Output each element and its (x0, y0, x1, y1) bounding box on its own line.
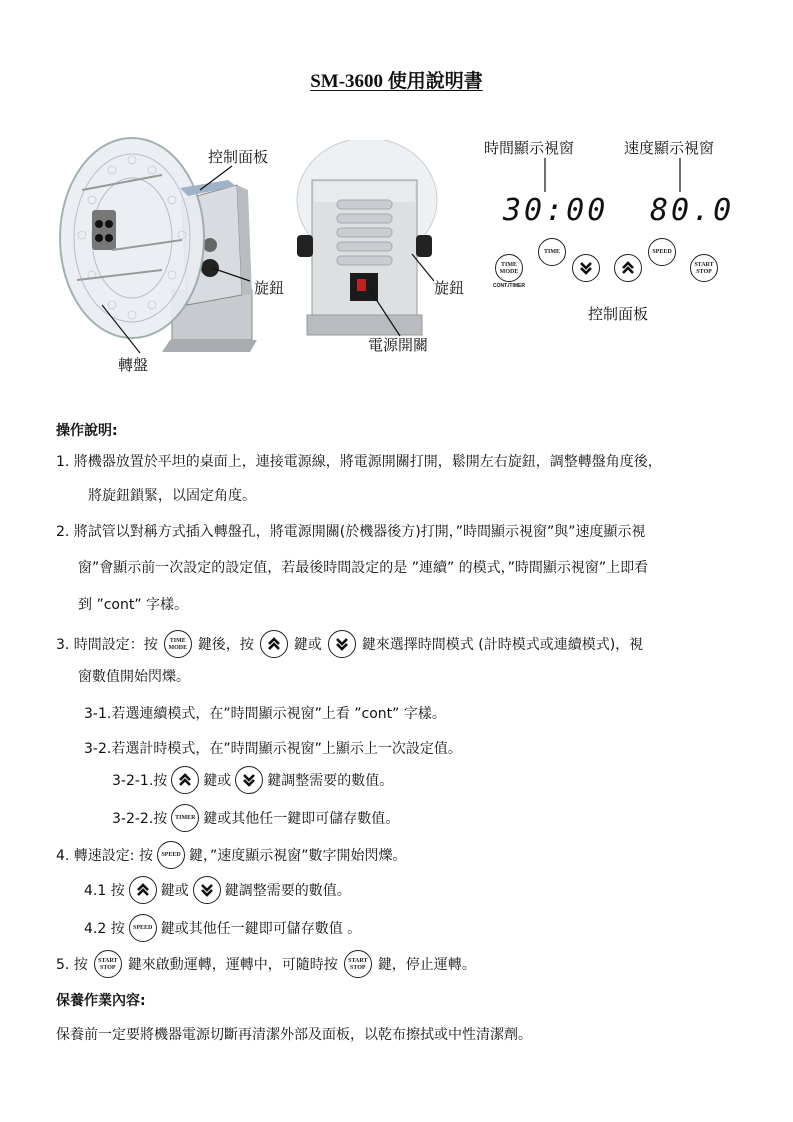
step-2-line-2: 窗”會顯示前一次設定的設定值，若最後時間設定的是 ”連續” 的模式，”時間顯示視窗”上即看 (78, 560, 649, 576)
maintenance-text: 保養前一定要將機器電源切斷再清潔外部及面板，以乾布擦拭或中性清潔劑。 (56, 1027, 532, 1043)
step-3-line-1 (56, 630, 643, 658)
inline-start-label-2: START (348, 958, 368, 964)
operation-heading: 操作說明: (56, 423, 118, 439)
step-3-2-1-prefix: 3-2-1.按 (112, 773, 168, 789)
step-3-2-1-suffix: 鍵調整需要的數值。 (267, 773, 394, 789)
label-turntable: 轉盤 (118, 356, 149, 374)
step-3-mid-2: 鍵或 (293, 637, 322, 653)
double-chevron-down-icon (334, 636, 350, 652)
step-5-suffix: 鍵，停止運轉。 (377, 957, 476, 973)
time-mode-button-label-2: MODE (499, 269, 519, 275)
step-4-line (56, 841, 407, 869)
step-3-mid-1: 鍵後，按 (197, 637, 254, 653)
inline-timer-label: TIMER (175, 815, 196, 821)
inline-speed-button-2 (129, 914, 157, 942)
step-3-line-2: 窗數值開始閃爍。 (78, 669, 190, 685)
inline-time-mode-label-2: MODE (168, 645, 188, 651)
page-title: SM-3600 使用說明書 (310, 71, 483, 92)
label-control-panel-right: 控制面板 (588, 305, 649, 323)
inline-speed-button (157, 841, 185, 869)
label-knob-left: 旋鈕 (254, 279, 285, 297)
step-4-2-prefix: 4.2 按 (84, 921, 125, 937)
inline-up-arrow-button-3 (129, 876, 157, 904)
start-stop-label-1: START (694, 262, 714, 268)
step-4-prefix: 4. 轉速設定: 按 (56, 848, 153, 864)
step-3-2-2 (112, 804, 399, 832)
label-knob-right: 旋鈕 (434, 279, 465, 297)
inline-time-mode-label-1: TIME (169, 638, 186, 644)
label-time-window: 時間顯示視窗 (484, 139, 575, 157)
speed-button-label: SPEED (652, 249, 672, 255)
step-4-1-mid: 鍵或 (160, 883, 189, 899)
maintenance-heading: 保養作業內容: (56, 993, 146, 1009)
step-5-prefix: 5. 按 (56, 957, 88, 973)
inline-start-stop-button (94, 950, 122, 978)
inline-down-arrow-button-2 (235, 766, 263, 794)
step-4-1-prefix: 4.1 按 (84, 883, 125, 899)
double-chevron-down-icon (241, 772, 257, 788)
step-3-2-1-mid: 鍵或 (203, 773, 232, 789)
step-4-1-suffix: 鍵調整需要的數值。 (224, 883, 351, 899)
step-3-2: 3-2.若選計時模式，在”時間顯示視窗”上顯示上一次設定值。 (84, 741, 462, 757)
inline-start-stop-button-2 (344, 950, 372, 978)
step-3-1: 3-1.若選連續模式，在”時間顯示視窗”上看 ”cont” 字樣。 (84, 706, 446, 722)
label-speed-window: 速度顯示視窗 (624, 139, 715, 157)
time-button-label: TIME (543, 249, 560, 255)
inline-stop-label-2: STOP (350, 965, 366, 971)
inline-stop-label: STOP (100, 965, 116, 971)
step-3-prefix: 3. 時間設定：按 (56, 637, 158, 653)
inline-down-arrow-button-3 (193, 876, 221, 904)
step-4-2 (84, 914, 361, 942)
step-2-line-3: 到 ”cont” 字樣。 (78, 597, 189, 613)
step-4-suffix: 鍵，”速度顯示視窗”數字開始閃爍。 (188, 848, 407, 864)
step-5-mid: 鍵來啟動運轉，運轉中，可隨時按 (127, 957, 338, 973)
step-2-line-1: 2. 將試管以對稱方式插入轉盤孔，將電源開關(於機器後方)打開，”時間顯示視窗”與”速度顯示視 (56, 524, 646, 540)
step-3-2-2-suffix: 鍵或其他任一鍵即可儲存數值。 (203, 811, 400, 827)
inline-down-arrow-button (328, 630, 356, 658)
inline-speed-label-2: SPEED (133, 925, 153, 931)
step-1-line-1: 1. 將機器放置於平坦的桌面上，連接電源線，將電源開關打開，鬆開左右旋鈕，調整轉盤角度後， (56, 454, 662, 470)
label-power-switch: 電源開關 (368, 336, 429, 354)
time-mode-button-label: TIME (500, 262, 517, 268)
double-chevron-up-icon (177, 772, 193, 788)
inline-up-arrow-button-2 (171, 766, 199, 794)
speed-display-value: 80.0 (650, 193, 735, 228)
label-control-panel-left: 控制面板 (208, 148, 269, 166)
step-5-line (56, 950, 476, 978)
step-4-2-suffix: 鍵或其他任一鍵即可儲存數值 。 (160, 921, 362, 937)
inline-start-label: START (98, 958, 118, 964)
double-chevron-up-icon (135, 882, 151, 898)
time-display-value: 30:00 (503, 193, 609, 228)
step-3-2-1 (112, 766, 393, 794)
inline-time-mode-button (164, 630, 192, 658)
step-3-suffix: 鍵來選擇時間模式 (計時模式或連續模式)，視 (361, 637, 644, 653)
double-chevron-down-icon (199, 882, 215, 898)
inline-speed-label: SPEED (161, 852, 181, 858)
figure-leader-lines (0, 0, 793, 400)
inline-up-arrow-button (260, 630, 288, 658)
step-4-1 (84, 876, 351, 904)
double-chevron-up-icon (266, 636, 282, 652)
step-3-2-2-prefix: 3-2-2.按 (112, 811, 168, 827)
time-mode-caption: CONT./TIMER (493, 283, 525, 289)
inline-timer-button (171, 804, 199, 832)
step-1-line-2: 將旋鈕鎖緊，以固定角度。 (88, 488, 256, 504)
start-stop-label-2: STOP (696, 269, 712, 275)
